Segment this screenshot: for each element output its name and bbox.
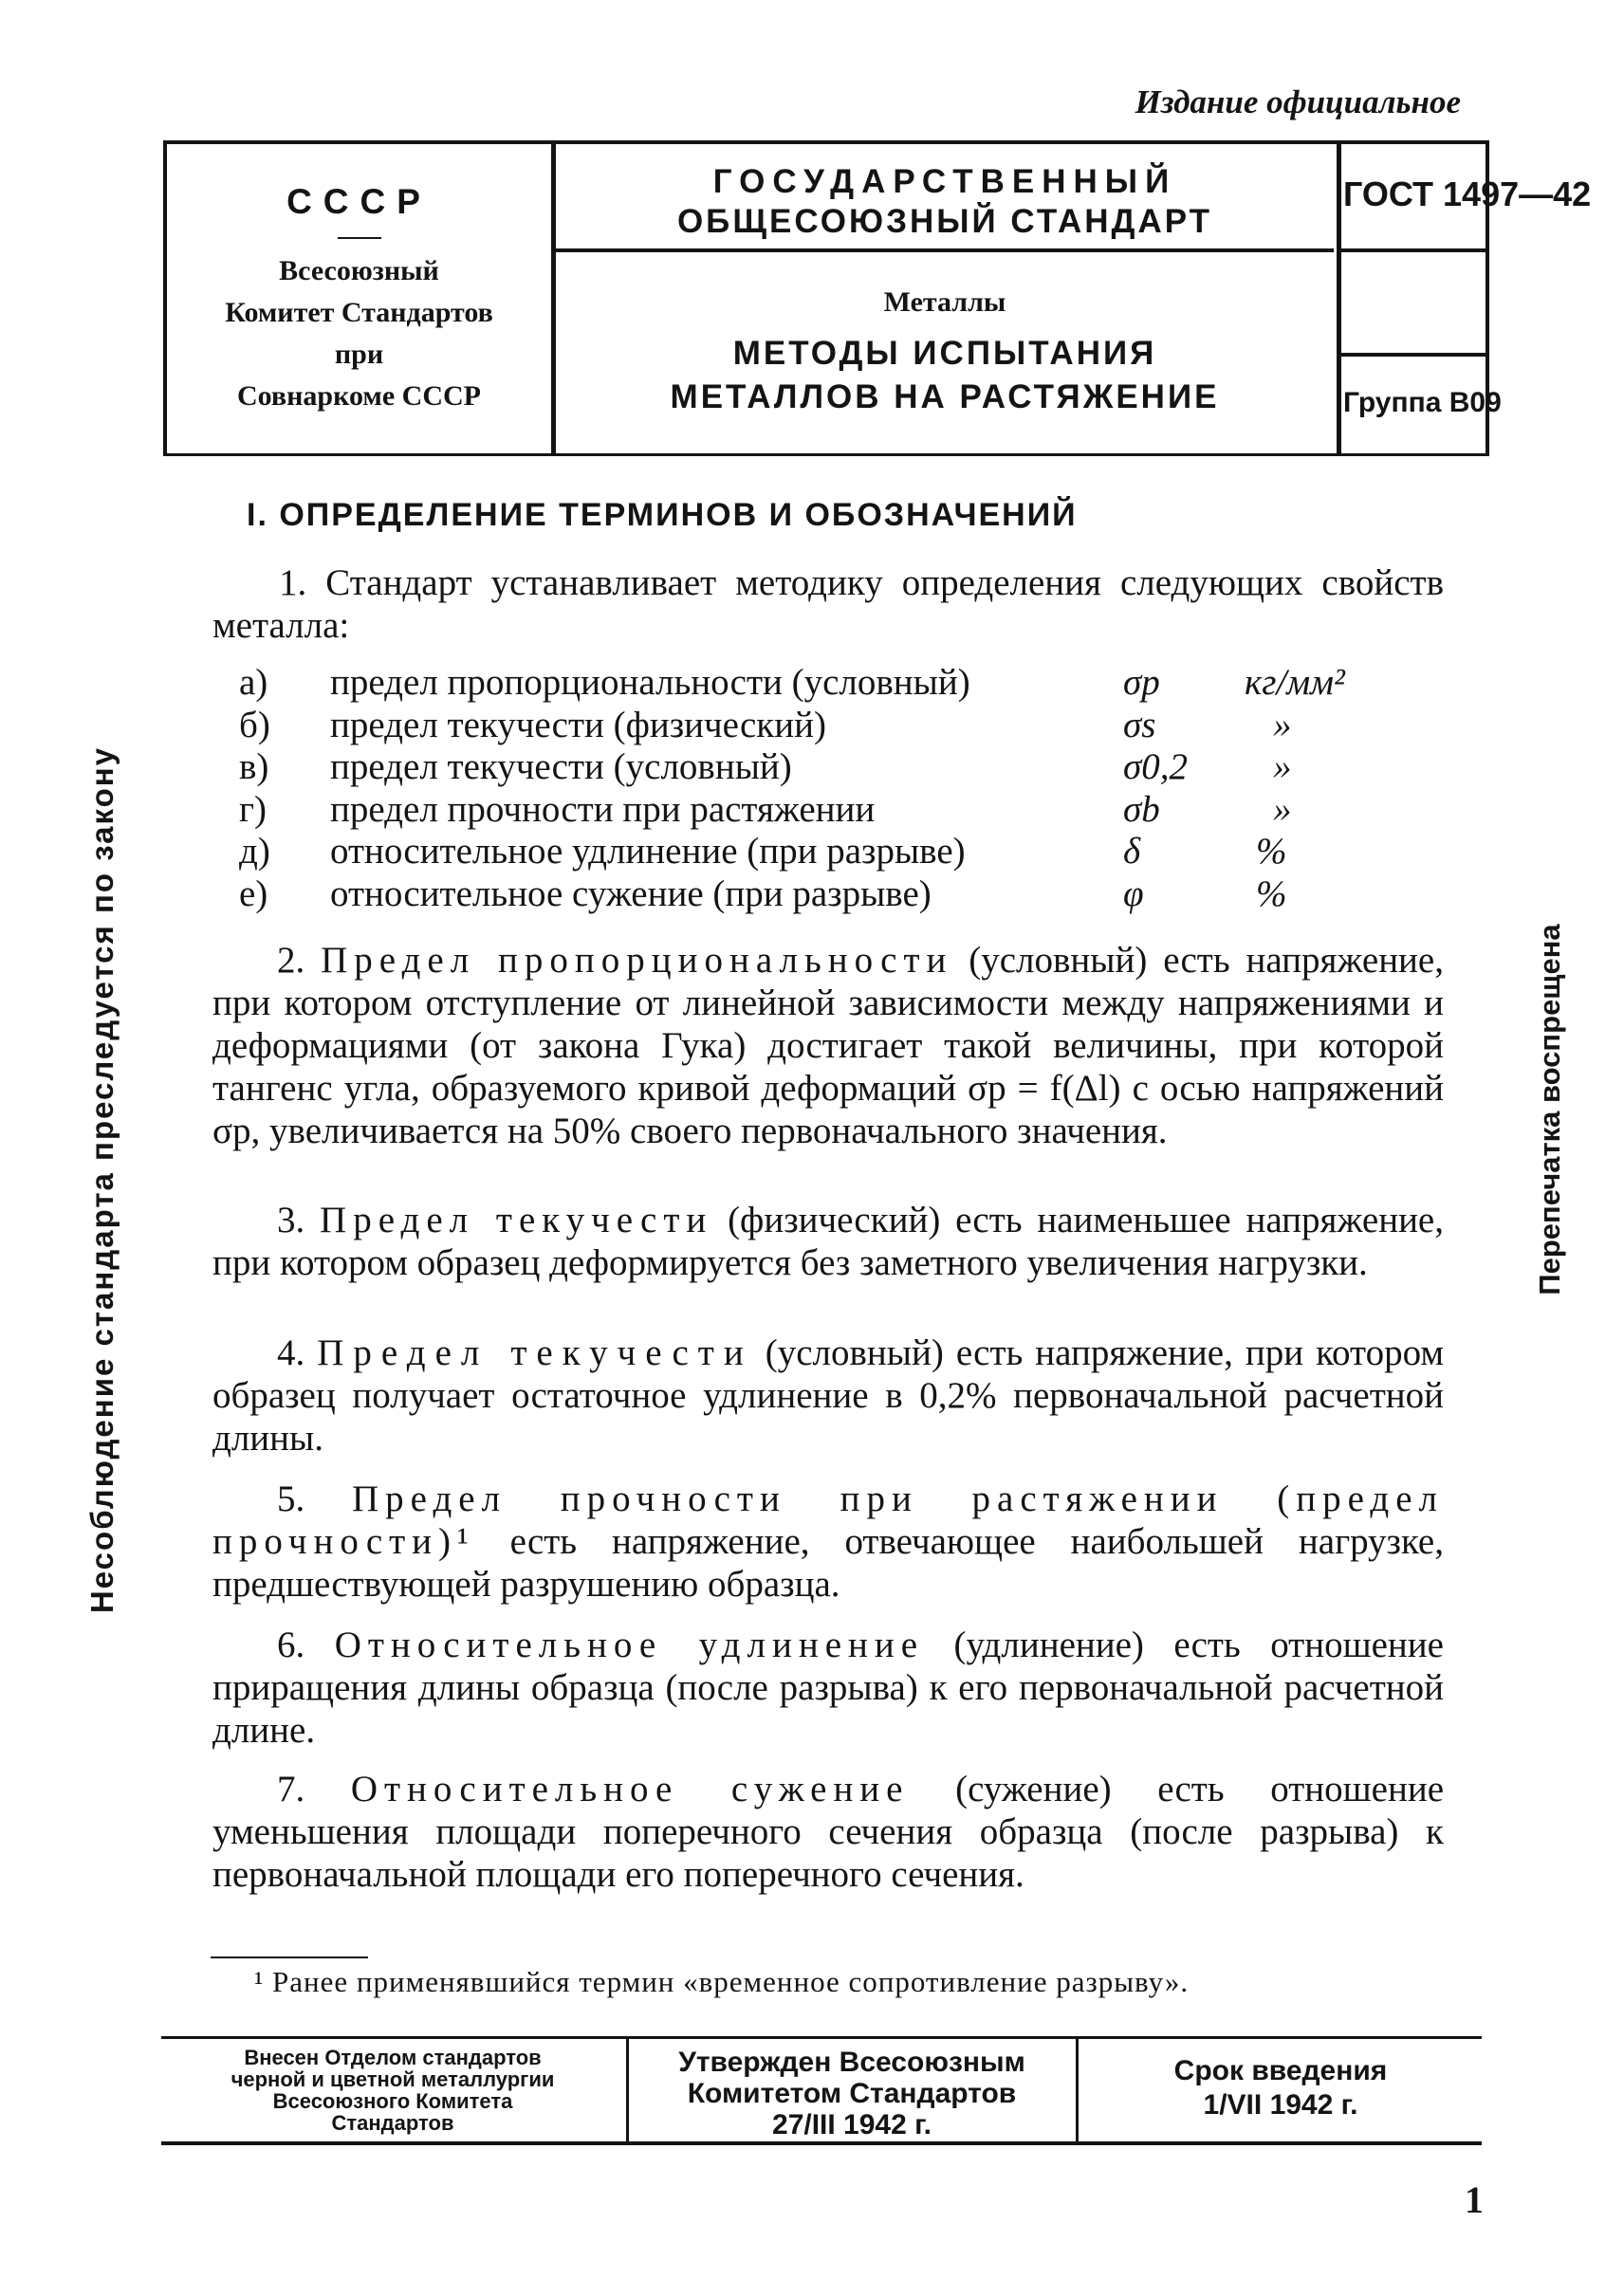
effective-line: Срок введения [1173,2055,1388,2086]
approved-line: Утвержден Всесоюзным [678,2047,1025,2078]
committee-label [167,250,551,417]
paragraph-text: (условный) есть напряжение, при котором отступление от линейной зависимости между напряжениями и деформациями (от закона Гука) достигает такой величины, при которой тангенс угла, образуемого кривой деформаций σp = f(Δl) с осью напряжений σp, увеличивается на 50% своего первоначального значения. [212,940,1444,1151]
definition-letter: е) [239,872,268,914]
approved-by [630,2047,1074,2140]
paragraph-4 [212,1332,1444,1460]
effective-date [1080,2054,1482,2122]
page-number: 1 [1465,2178,1484,2221]
definition-unit: » [1273,704,1292,745]
definition-row [239,662,1434,705]
subject-label: Металлы [883,286,1006,318]
committee-line: Совнаркоме СССР [237,380,481,412]
definition-unit: % [1256,872,1287,914]
introduced-line: Стандартов [331,2111,454,2135]
header-divider [1341,353,1486,357]
side-notice-right: Перепечатка воспрещена [1533,924,1566,1295]
footnote-divider [211,1956,368,1958]
term: Относительное удлинение [334,1625,925,1665]
introduced-line: Внесен Отделом стандартов [244,2046,542,2069]
footer-table [161,2036,1482,2145]
definition-symbol: φ [1123,872,1144,914]
definition-row [239,746,1434,789]
definition-text: предел пропорциональности (условный) [330,662,970,703]
definition-unit: % [1256,831,1287,872]
definition-letter: д) [239,831,270,872]
group-label: Группа В09 [1343,387,1502,418]
document-title [556,332,1334,419]
paragraph-1: 1. Стандарт устанавливает методику определения следующих свойств металла: [212,562,1444,646]
footnote: ¹ Ранее применявшийся термин «временное сопротивление разрыву». [254,1965,1190,1998]
standard-type-sub: ОБЩЕСОЮЗНЫЙ СТАНДАРТ [676,203,1213,240]
committee-line: Всесоюзный [279,255,439,286]
introduced-by [161,2047,624,2134]
definition-letter: б) [239,704,270,745]
definition-letter: а) [239,662,268,703]
definition-unit: кг/мм² [1245,662,1345,703]
committee-line: Комитет Стандартов [225,297,493,328]
side-notice-left: Несоблюдение стандарта преследуется по закону [84,745,120,1614]
approved-line: Комитетом Стандартов [687,2078,1017,2109]
header-divider [556,248,1334,252]
definition-unit: » [1273,746,1292,787]
term: Предел текучести [317,1332,753,1373]
paragraph-3 [212,1199,1444,1284]
definition-letter: в) [239,746,269,787]
section-title: I. ОПРЕДЕЛЕНИЕ ТЕРМИНОВ И ОБОЗНАЧЕНИЙ [247,497,1078,533]
definition-row [239,789,1434,832]
divider [338,237,381,239]
paragraph-number: 4. [277,1332,305,1373]
paragraph-text: (условный) есть напряжение, при котором образец получает остаточное удлинение в 0,2% первоначальной расчетной длины. [212,1332,1444,1459]
paragraph-5 [212,1478,1444,1606]
definition-text: предел текучести (условный) [330,746,792,787]
approved-line: 27/III 1942 г. [772,2109,932,2140]
definition-text: предел текучести (физический) [330,704,826,745]
term: Предел прочности при растяжении (предел прочности)¹ [212,1479,1444,1562]
definition-text: предел прочности при растяжении [330,788,876,830]
paragraph-number: 5. [277,1479,305,1519]
introduced-line: Всесоюзного Комитета [272,2089,513,2113]
standard-type: ГОСУДАРСТВЕННЫЙ [712,163,1177,200]
definition-symbol: σp [1123,662,1160,703]
definition-text: относительное сужение (при разрыве) [330,872,932,914]
definition-unit: » [1273,788,1292,830]
header-table [163,140,1592,456]
effective-line: 1/VII 1942 г. [1203,2089,1358,2121]
paragraph-text: (сужение) есть отношение уменьшения площади поперечного сечения образца (после разрыва) к первоначальной площади его поперечного сечения. [212,1769,1445,1895]
definitions-list [239,662,1434,915]
definition-symbol: σs [1123,704,1156,745]
header-divider [1341,248,1486,252]
title-line: МЕТОДЫ ИСПЫТАНИЯ [732,335,1157,372]
term: Предел текучести [320,1200,713,1240]
paragraph-2 [212,939,1444,1152]
paragraph-number: 6. [277,1625,305,1665]
term: Предел пропорциональности [321,940,953,981]
footer-divider [1076,2039,1079,2141]
country-label: СССР [286,182,432,221]
introduced-line: черной и цветной металлургии [231,2067,555,2091]
title-line: МЕТАЛЛОВ НА РАСТЯЖЕНИЕ [670,378,1220,415]
definition-text: относительное удлинение (при разрыве) [330,831,966,872]
committee-line: при [334,339,384,370]
paragraph-number: 7. [277,1769,305,1809]
paragraph-text: (физический) есть наименьшее напряжение, при котором образец деформируется без заметного увеличения нагрузки. [212,1200,1444,1283]
definition-row [239,705,1434,747]
paragraph-number: 3. [277,1200,305,1240]
gost-number: ГОСТ 1497—42 [1343,174,1592,213]
paragraph-text: есть напряжение, отвечающее наибольшей нагрузке, предшествующей разрушению образца. [212,1521,1444,1605]
paragraph-number: 2. [277,940,305,981]
definition-row [239,873,1434,916]
paragraph-7 [212,1768,1444,1896]
definition-symbol: σ0,2 [1123,746,1188,787]
term: Относительное сужение [350,1769,910,1809]
edition-label: Издание официальное [1135,83,1461,120]
header-divider [1337,144,1341,453]
footer-divider [626,2039,629,2141]
definition-letter: г) [239,788,267,830]
definition-symbol: σb [1123,788,1160,830]
definition-symbol: δ [1123,831,1141,872]
paragraph-6 [212,1624,1444,1752]
paragraph-text: (удлинение) есть отношение приращения длины образца (после разрыва) к его первоначальной расчетной длине. [212,1625,1444,1751]
definition-row [239,831,1434,873]
